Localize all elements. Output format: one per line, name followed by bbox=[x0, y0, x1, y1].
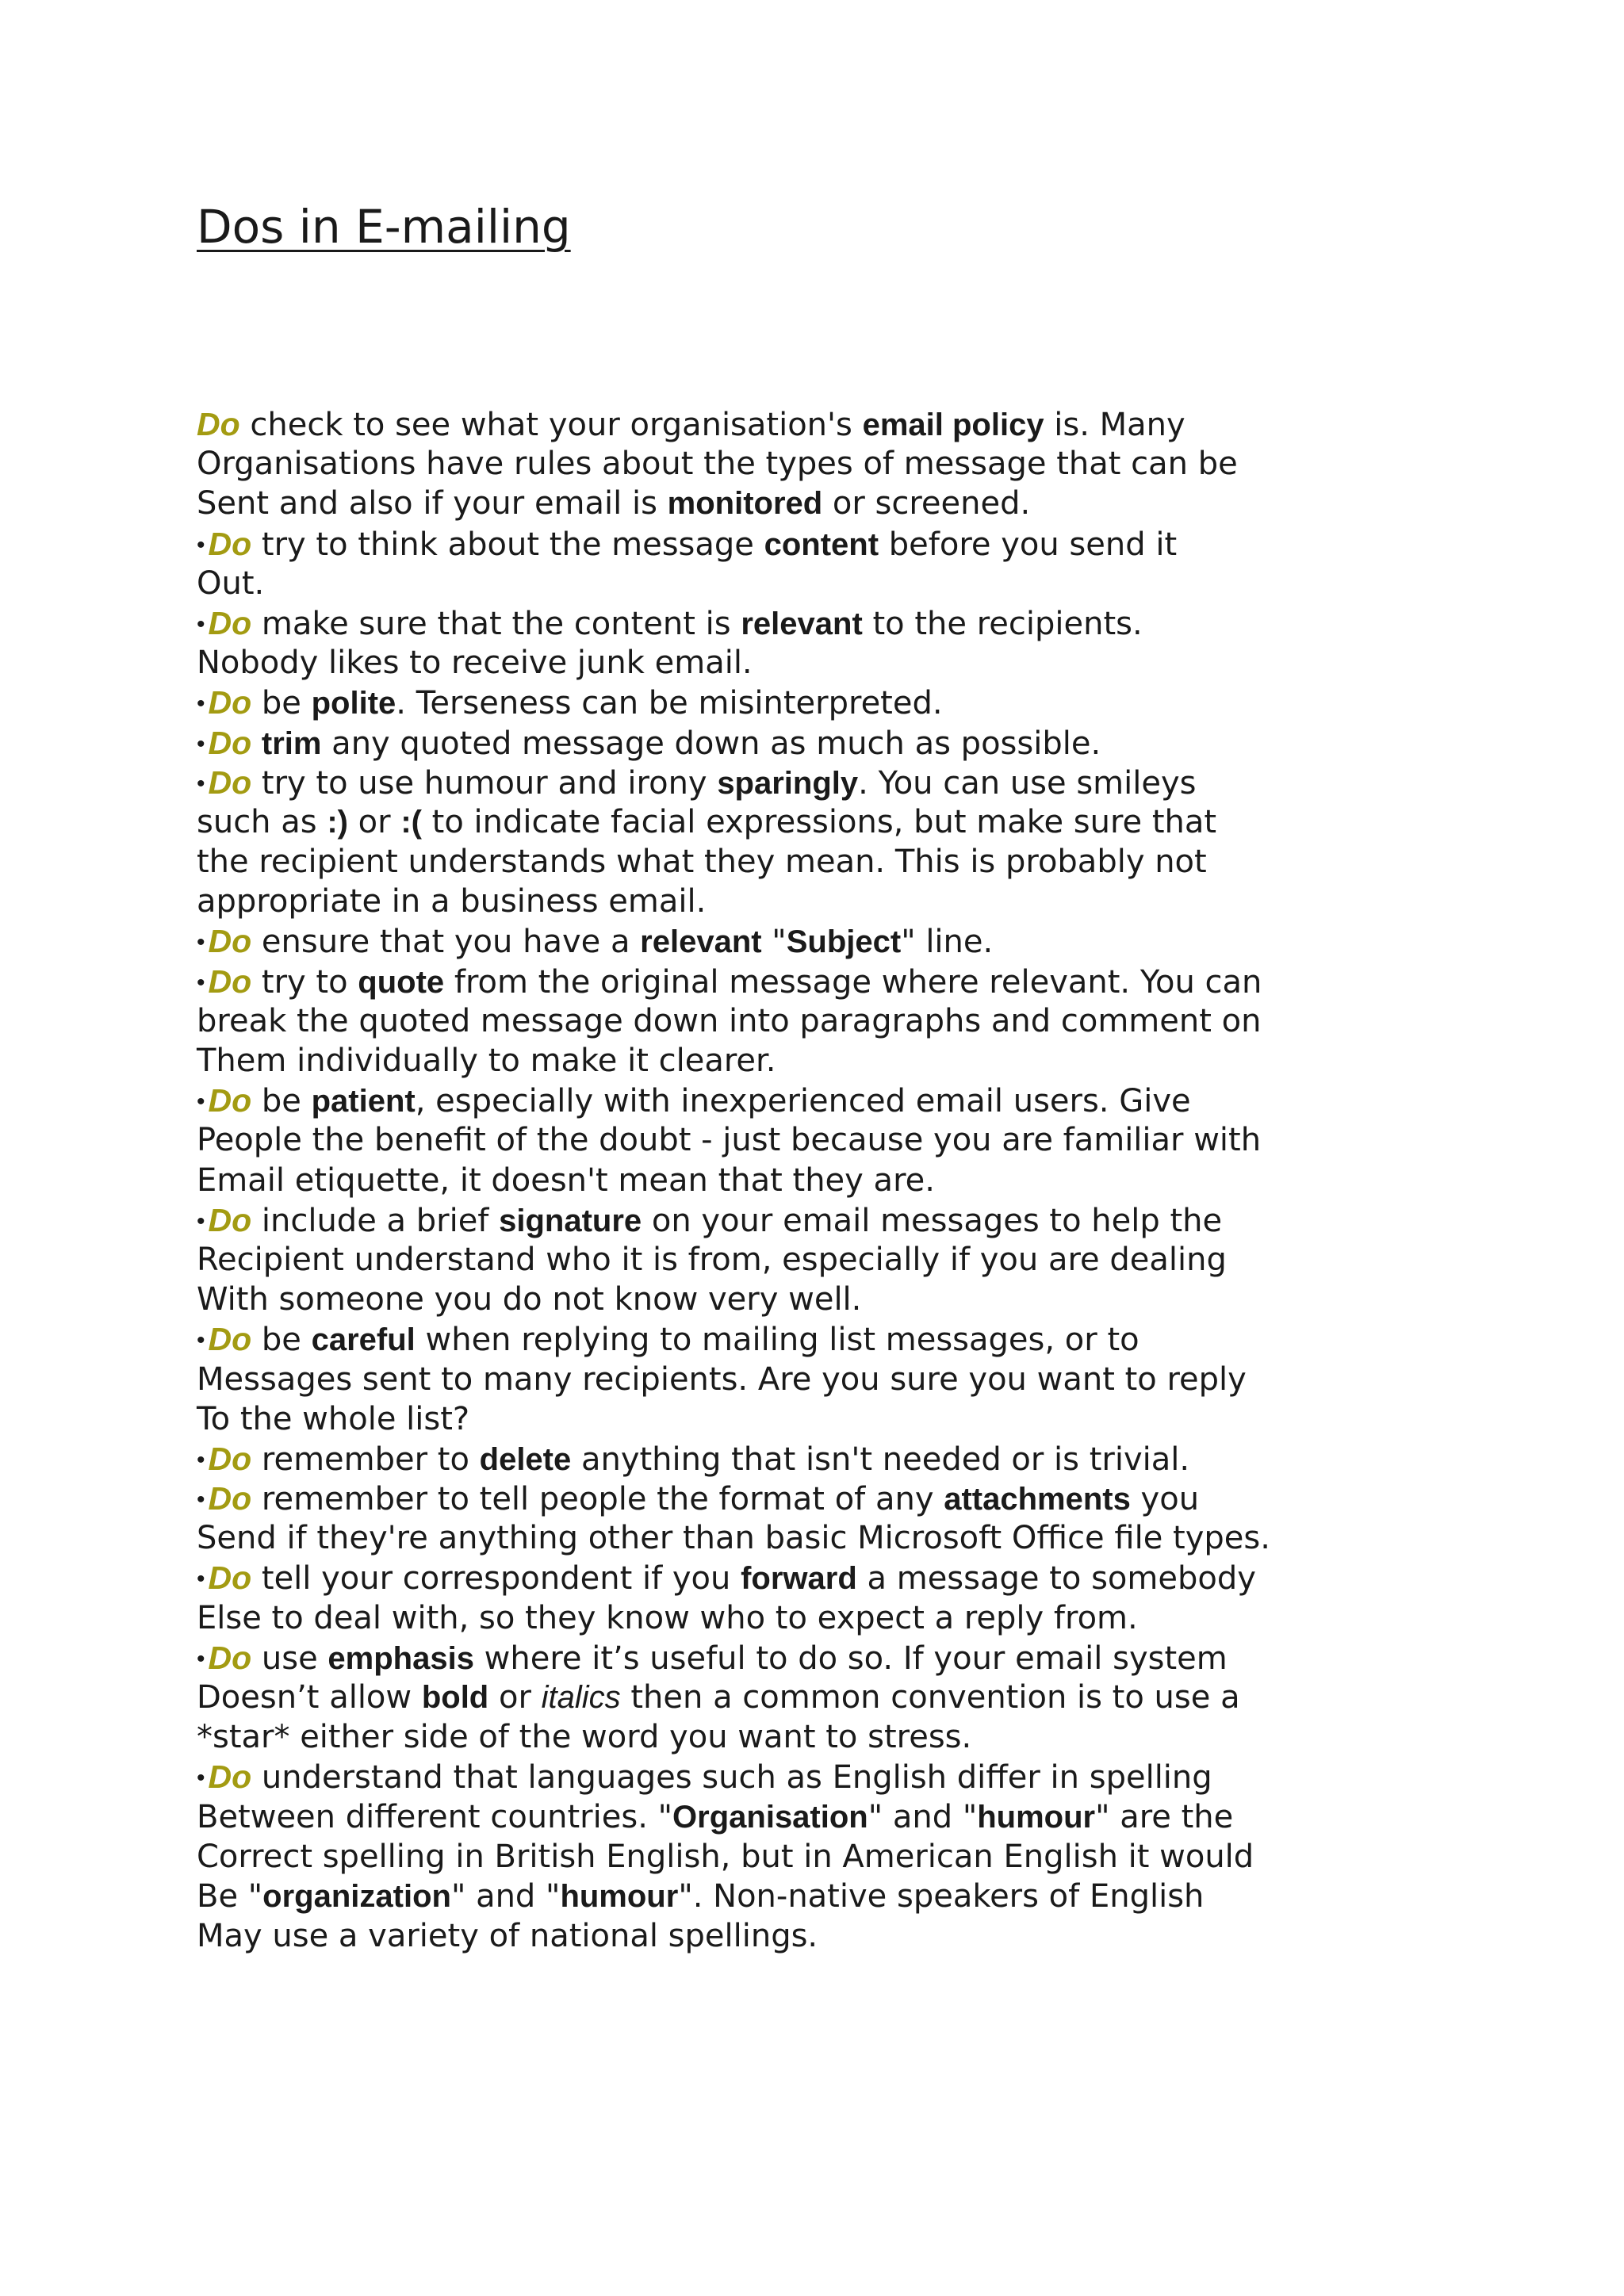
body-text: to indicate facial expressions, but make sure that bbox=[421, 803, 1217, 840]
body-text: a message to somebody bbox=[856, 1560, 1256, 1598]
text-line bbox=[197, 603, 1434, 643]
body-text: such as bbox=[197, 803, 327, 840]
bold-term: attachments bbox=[944, 1482, 1131, 1517]
text-line bbox=[197, 1678, 1434, 1717]
text-line bbox=[197, 1240, 1434, 1280]
body-text: the recipient understands what they mean. This is probably not bbox=[197, 844, 1207, 881]
body-text: understand that languages such as English differ in spelling bbox=[251, 1759, 1212, 1797]
text-line bbox=[197, 1558, 1434, 1598]
body-text: make sure that the content is bbox=[251, 605, 741, 642]
text-line bbox=[197, 1837, 1434, 1877]
body-text: try to use humour and irony bbox=[251, 764, 718, 802]
body-text: With someone you do not know very well. bbox=[197, 1281, 862, 1318]
do-keyword: Do bbox=[208, 1559, 252, 1597]
body-text: Doesn’t allow bbox=[197, 1679, 422, 1716]
text-line bbox=[197, 1598, 1434, 1638]
bold-term: emphasis bbox=[327, 1640, 474, 1676]
body-text: " bbox=[761, 924, 787, 961]
bold-term: relevant bbox=[640, 924, 762, 960]
text-line bbox=[197, 1399, 1434, 1439]
bold-term: monitored bbox=[667, 486, 823, 522]
text-line bbox=[197, 1518, 1434, 1558]
text-line bbox=[197, 1161, 1434, 1200]
bullet-icon: • bbox=[197, 1487, 205, 1513]
body-text: , especially with inexperienced email users. Give bbox=[415, 1083, 1191, 1120]
body-text: when replying to mailing list messages, or to bbox=[415, 1322, 1139, 1359]
body-text: Be " bbox=[197, 1877, 263, 1915]
bold-term: Subject bbox=[786, 924, 902, 960]
body-text: be bbox=[251, 1322, 312, 1359]
body-text: Recipient understand who it is from, especially if you are dealing bbox=[197, 1241, 1227, 1278]
body-text bbox=[251, 725, 262, 762]
bullet-icon: • bbox=[197, 531, 205, 558]
body-text: on your email messages to help the bbox=[642, 1202, 1223, 1239]
body-text: you bbox=[1130, 1481, 1200, 1518]
bullet-icon: • bbox=[197, 610, 205, 637]
do-keyword: Do bbox=[208, 684, 252, 721]
body-text: Else to deal with, so they know who to expect a reply from. bbox=[197, 1599, 1138, 1636]
body-text: ". Non-native speakers of English bbox=[678, 1877, 1205, 1915]
text-line bbox=[197, 1638, 1434, 1678]
bullet-icon: • bbox=[197, 1207, 205, 1234]
text-line bbox=[197, 1280, 1434, 1319]
bold-term: :( bbox=[400, 804, 422, 840]
bold-term: humour bbox=[560, 1878, 679, 1914]
text-line bbox=[197, 1081, 1434, 1120]
bold-term: signature bbox=[499, 1203, 642, 1238]
do-keyword: Do bbox=[208, 1639, 252, 1676]
text-line bbox=[197, 1916, 1434, 1956]
bold-term: content bbox=[764, 526, 879, 562]
body-text: break the quoted message down into paragraphs and comment on bbox=[197, 1002, 1262, 1039]
body-text: check to see what your organisation's bbox=[239, 407, 863, 443]
text-line bbox=[197, 882, 1434, 921]
body-text: or bbox=[488, 1679, 542, 1716]
text-line bbox=[197, 842, 1434, 882]
body-text: any quoted message down as much as possible. bbox=[321, 725, 1101, 762]
bullet-icon: • bbox=[197, 730, 205, 757]
text-line bbox=[197, 1360, 1434, 1399]
do-keyword: Do bbox=[208, 604, 252, 641]
bold-term: polite bbox=[311, 686, 396, 721]
bold-term: quote bbox=[358, 964, 445, 1000]
body-text: anything that isn't needed or is trivial. bbox=[571, 1441, 1190, 1478]
body-text: or bbox=[347, 803, 401, 840]
do-keyword: Do bbox=[208, 923, 252, 960]
body-text: . Terseness can be misinterpreted. bbox=[396, 685, 943, 722]
text-line bbox=[197, 643, 1434, 683]
do-keyword: Do bbox=[208, 962, 252, 1000]
body-text: to the recipients. bbox=[862, 605, 1143, 642]
body-text: be bbox=[251, 1083, 312, 1120]
do-keyword: Do bbox=[208, 1321, 252, 1358]
text-line bbox=[197, 524, 1434, 564]
do-keyword: Do bbox=[208, 724, 252, 761]
bullet-icon: • bbox=[197, 969, 205, 996]
bullet-icon: • bbox=[197, 929, 205, 956]
body-text: is. Many bbox=[1044, 407, 1185, 443]
body-text: Out. bbox=[197, 564, 265, 602]
body-text: " and " bbox=[450, 1877, 561, 1915]
bullet-icon: • bbox=[197, 1446, 205, 1473]
bold-term: :) bbox=[327, 804, 348, 840]
bullet-icon: • bbox=[197, 1566, 205, 1593]
body-text: where it’s useful to do so. If your email system bbox=[473, 1640, 1228, 1677]
bold-term: patient bbox=[311, 1084, 416, 1119]
page-title: Dos in E-mailing bbox=[197, 200, 571, 254]
bold-term: sparingly bbox=[717, 765, 859, 801]
body-text: try to bbox=[251, 963, 358, 1001]
body-text: use bbox=[251, 1640, 328, 1677]
text-line bbox=[197, 683, 1434, 722]
text-line bbox=[197, 921, 1434, 961]
body-text: then a common convention is to use a bbox=[620, 1679, 1240, 1716]
text-line bbox=[197, 1200, 1434, 1240]
text-line bbox=[197, 1717, 1434, 1757]
italic-term: italics bbox=[541, 1680, 621, 1715]
do-keyword: Do bbox=[208, 1480, 252, 1517]
do-keyword: Do bbox=[208, 1758, 252, 1796]
body-text: tell your correspondent if you bbox=[251, 1560, 741, 1598]
text-line bbox=[197, 1120, 1434, 1160]
body-text: before you send it bbox=[879, 526, 1178, 563]
bold-term: delete bbox=[479, 1441, 572, 1477]
do-keyword: Do bbox=[208, 1440, 252, 1477]
body-text: May use a variety of national spellings. bbox=[197, 1918, 818, 1955]
body-text: Them individually to make it clearer. bbox=[197, 1043, 776, 1079]
text-line bbox=[197, 1757, 1434, 1797]
body-text: " and " bbox=[868, 1798, 978, 1835]
body-text: Nobody likes to receive junk email. bbox=[197, 645, 753, 682]
text-line bbox=[197, 444, 1434, 484]
bold-term: forward bbox=[741, 1561, 857, 1597]
text-line bbox=[197, 1041, 1434, 1081]
bullet-icon: • bbox=[197, 1765, 205, 1792]
text-line bbox=[197, 763, 1434, 802]
body-text: Send if they're anything other than basic Microsoft Office file types. bbox=[197, 1520, 1270, 1557]
body-text: be bbox=[251, 685, 312, 722]
body-text: try to think about the message bbox=[251, 526, 764, 563]
body-text: " line. bbox=[901, 924, 994, 961]
do-keyword: Do bbox=[208, 763, 252, 801]
do-keyword: Do bbox=[208, 1082, 252, 1119]
do-keyword: Do bbox=[208, 1201, 252, 1238]
body-text: To the whole list? bbox=[197, 1400, 470, 1437]
body-text: Between different countries. " bbox=[197, 1798, 673, 1835]
text-line bbox=[197, 1877, 1434, 1916]
bullet-icon: • bbox=[197, 1645, 205, 1672]
body-text: from the original message where relevant. You can bbox=[444, 963, 1262, 1001]
body-text: Sent and also if your email is bbox=[197, 485, 668, 522]
body-text: *star* either side of the word you want to stress. bbox=[197, 1719, 972, 1756]
text-line bbox=[197, 564, 1434, 603]
body-text: Correct spelling in British English, but in American English it would bbox=[197, 1838, 1254, 1875]
text-line bbox=[197, 1001, 1434, 1041]
text-line bbox=[197, 802, 1434, 842]
bold-term: email policy bbox=[862, 408, 1044, 442]
text-line bbox=[197, 484, 1434, 523]
bullet-icon: • bbox=[197, 770, 205, 797]
text-line bbox=[197, 962, 1434, 1001]
bullet-icon: • bbox=[197, 691, 205, 718]
bold-term: relevant bbox=[741, 606, 863, 641]
body-text: remember to bbox=[251, 1441, 480, 1478]
bold-term: Organisation bbox=[672, 1799, 868, 1835]
body-text: . You can use smileys bbox=[858, 764, 1197, 802]
text-line bbox=[197, 723, 1434, 763]
bold-term: careful bbox=[311, 1322, 416, 1358]
body-text: or screened. bbox=[822, 485, 1031, 522]
body-text: appropriate in a business email. bbox=[197, 883, 707, 920]
body-text: Organisations have rules about the types of message that can be bbox=[197, 446, 1238, 483]
body-text: Email etiquette, it doesn't mean that they are. bbox=[197, 1161, 935, 1199]
body-text: " are the bbox=[1095, 1798, 1234, 1835]
bold-term: bold bbox=[421, 1680, 489, 1715]
do-keyword: Do bbox=[197, 406, 240, 442]
do-keyword: Do bbox=[208, 525, 252, 562]
text-line bbox=[197, 1439, 1434, 1479]
text-line bbox=[197, 1319, 1434, 1359]
body-text: include a brief bbox=[251, 1202, 500, 1239]
bullet-icon: • bbox=[197, 1327, 205, 1354]
body-text: People the benefit of the doubt - just because you are familiar with bbox=[197, 1122, 1262, 1159]
text-line bbox=[197, 1479, 1434, 1518]
bullet-icon: • bbox=[197, 1089, 205, 1115]
body-text: ensure that you have a bbox=[251, 924, 641, 961]
body-text: Messages sent to many recipients. Are you sure you want to reply bbox=[197, 1360, 1247, 1398]
text-line bbox=[197, 404, 1434, 444]
text-line bbox=[197, 1797, 1434, 1837]
bold-term: humour bbox=[977, 1799, 1096, 1835]
bold-term: organization bbox=[262, 1878, 451, 1914]
bold-term: trim bbox=[261, 725, 322, 761]
body-text: remember to tell people the format of any bbox=[251, 1481, 944, 1518]
document-body bbox=[197, 404, 1434, 1956]
